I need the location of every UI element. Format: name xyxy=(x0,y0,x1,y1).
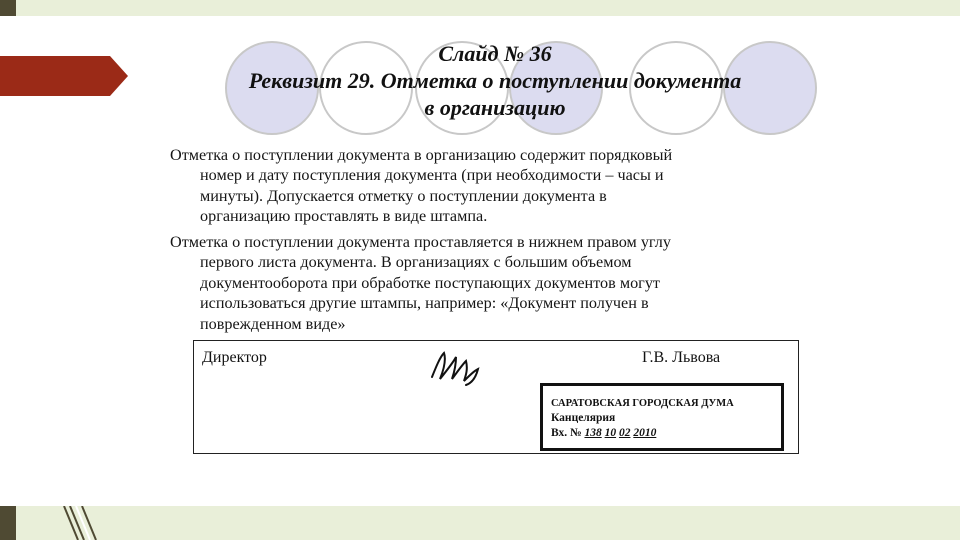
paragraph-2-line: Отметка о поступлении документа проставляется в нижнем правом углу xyxy=(170,233,671,251)
receipt-stamp xyxy=(540,383,784,451)
stamp-org: САРАТОВСКАЯ ГОРОДСКАЯ ДУМА xyxy=(551,398,734,409)
paragraph-1-line: Отметка о поступлении документа в организацию содержит порядковый xyxy=(170,146,673,164)
paragraph-1-line: организацию проставлять в виде штампа. xyxy=(200,207,488,226)
paragraph-1 xyxy=(170,145,810,227)
signer-name: Г.В. Львова xyxy=(642,349,721,366)
title-line-2: Реквизит 29. Отметка о поступлении документа xyxy=(248,68,742,93)
title-line-3: в организацию xyxy=(424,95,566,120)
bottom-band xyxy=(0,506,960,540)
paragraph-2-line: поврежденном виде» xyxy=(200,314,346,333)
stamp-month: 02 xyxy=(618,427,631,439)
decorative-stripes xyxy=(60,506,120,540)
stamp-day: 10 xyxy=(604,427,617,439)
director-position: Директор xyxy=(202,349,267,366)
signature-image xyxy=(426,347,506,387)
paragraph-2-line: использоваться другие штампы, например: «Документ получен в xyxy=(200,294,649,313)
stamp-prefix: Вх. № xyxy=(551,427,582,439)
stamp-number-line xyxy=(551,426,781,441)
paragraph-1-line: минуты). Допускается отметку о поступлении документа в xyxy=(200,186,607,205)
stamp-year: 2010 xyxy=(633,427,657,439)
title-line-1: Слайд № 36 xyxy=(438,41,552,66)
stamp-number: 138 xyxy=(584,427,602,439)
bottom-corner-block xyxy=(0,506,16,540)
paragraph-2-line: первого листа документа. В организациях с большим объемом xyxy=(200,253,632,272)
document-example-box xyxy=(193,340,799,454)
paragraph-1-line: номер и дату поступления документа (при необходимости – часы и xyxy=(200,166,664,185)
stamp-dept: Канцелярия xyxy=(551,412,616,424)
slide-title xyxy=(150,40,840,121)
paragraph-2-line: документооборота при обработке поступающих документов могут xyxy=(200,273,660,292)
paragraph-2 xyxy=(170,232,810,334)
